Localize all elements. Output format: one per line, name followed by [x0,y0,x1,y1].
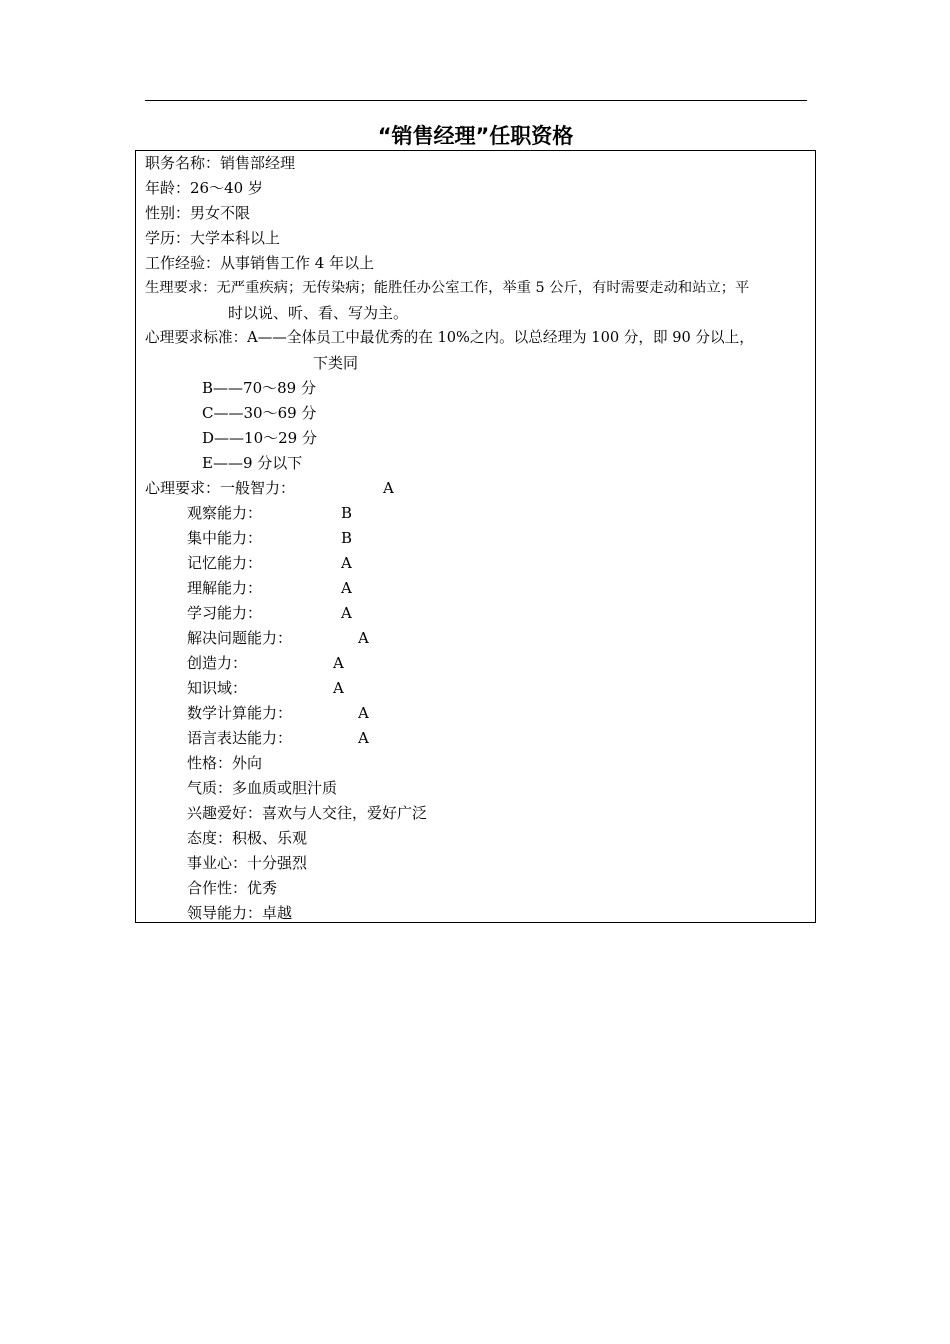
ability-grade: A [358,629,369,647]
ability-label: 理解能力： [187,579,263,597]
ability-label: 解决问题能力： [187,629,293,647]
trait-temperament: 气质：多血质或胆汁质 [187,779,338,797]
job-name: 职务名称：销售部经理 [145,154,296,172]
ability-label: 知识域： [187,679,248,697]
experience-requirement: 工作经验：从事销售工作 4 年以上 [145,254,375,272]
ability-label: 集中能力： [187,529,263,547]
general-intelligence-grade: A [383,479,394,497]
physical-requirement-line1: 生理要求：无严重疾病；无传染病；能胜任办公室工作，举重 5 公斤，有时需要走动和站立；平 [145,280,750,296]
trait-attitude: 态度：积极、乐观 [187,829,308,847]
trait-ambition: 事业心：十分强烈 [187,854,308,872]
trait-cooperation: 合作性：优秀 [187,879,278,897]
ability-label: 学习能力： [187,604,263,622]
ability-grade: A [341,579,352,597]
ability-grade: A [333,654,344,672]
grade-c: C——30～69 分 [202,404,317,422]
grade-e: E——9 分以下 [202,454,303,472]
age-requirement: 年龄：26～40 岁 [145,179,263,197]
ability-grade: A [341,554,352,572]
education-requirement: 学历：大学本科以上 [145,229,281,247]
ability-grade: B [341,529,353,547]
physical-requirement-line2: 时以说、听、看、写为主。 [228,304,409,322]
ability-grade: A [333,679,344,697]
ability-grade: B [341,504,353,522]
header-rule [145,100,807,101]
ability-grade: A [358,729,369,747]
ability-label: 语言表达能力： [187,729,293,747]
trait-interests: 兴趣爱好：喜欢与人交往，爱好广泛 [187,804,428,822]
psych-standard-line2: 下类同 [313,354,359,372]
trait-leadership: 领导能力：卓越 [187,904,293,922]
gender-requirement: 性别：男女不限 [145,204,251,222]
ability-label: 创造力： [187,654,248,672]
ability-label: 记忆能力： [187,554,263,572]
grade-d: D——10～29 分 [202,429,317,447]
trait-personality: 性格：外向 [187,754,263,772]
ability-label: 数学计算能力： [187,704,293,722]
ability-label: 观察能力： [187,504,263,522]
psych-standard-line1: 心理要求标准：A——全体员工中最优秀的在 10%之内。以总经理为 100 分，即 90 分以上， [145,329,754,346]
ability-grade: A [358,704,369,722]
document-title: “销售经理”任职资格 [377,124,574,148]
ability-grade: A [341,604,352,622]
psych-requirement-header: 心理要求：一般智力： [145,479,296,497]
grade-b: B——70～89 分 [202,379,316,397]
